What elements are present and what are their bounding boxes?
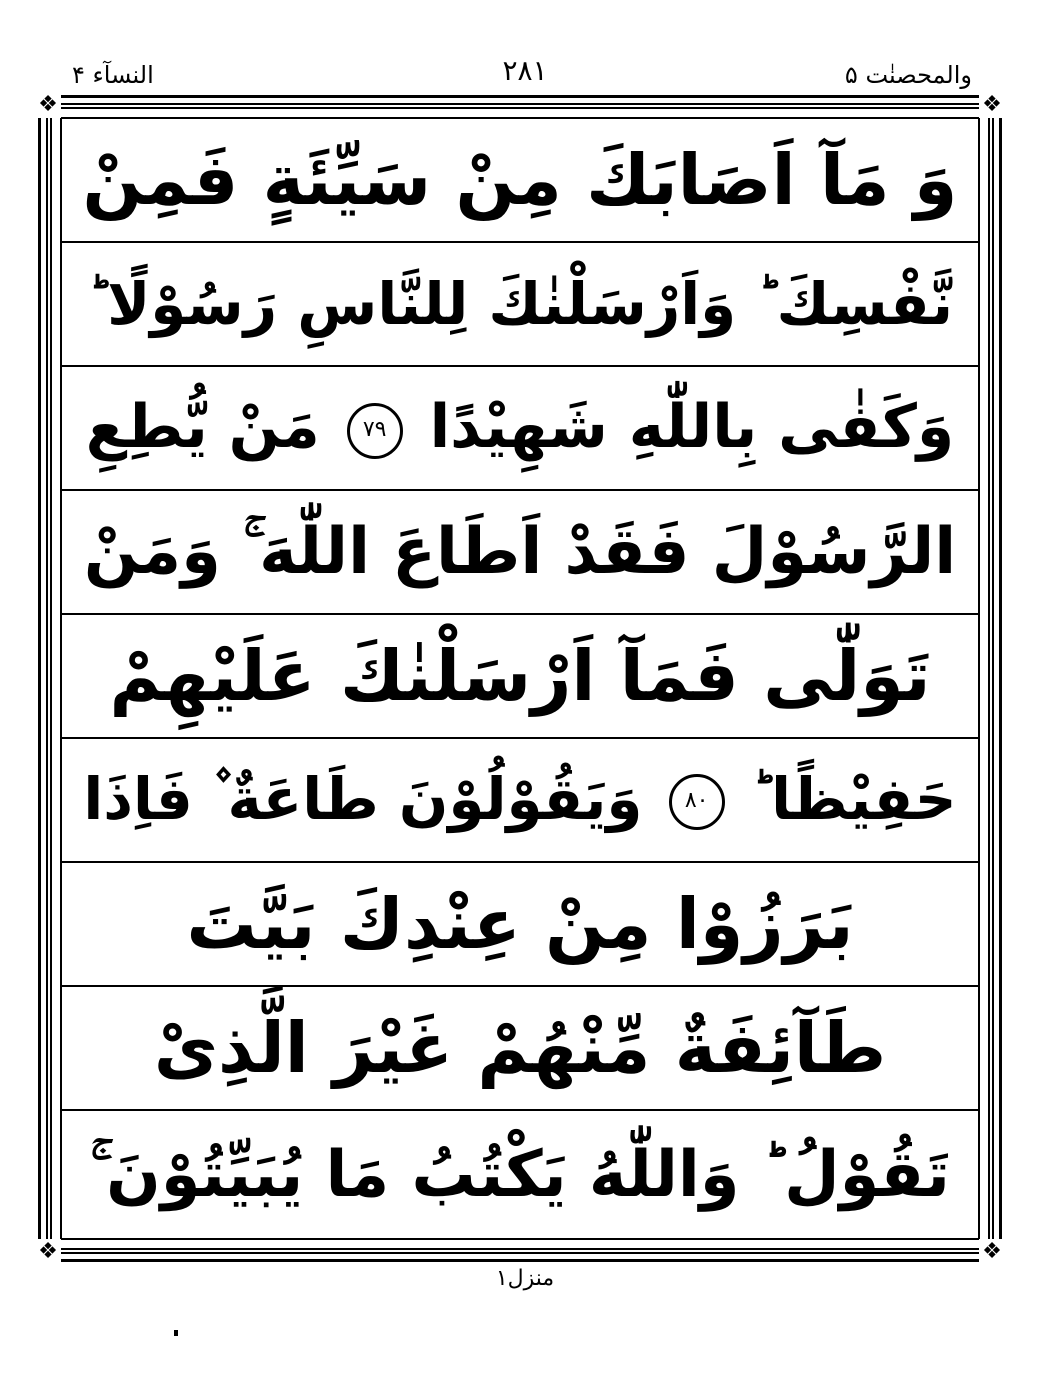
text-line [62, 119, 978, 243]
text-line [62, 739, 978, 863]
text-line [62, 367, 978, 491]
verse-text: تَوَلّٰى فَمَآ اَرْسَلْنٰكَ عَلَيْهِمْ [109, 635, 931, 717]
text-line [62, 863, 978, 987]
verse-text: الرَّسُوْلَ فَقَدْ اَطَاعَ اللّٰهَ ۚ وَمَنْ [83, 515, 957, 589]
juz-name: والمحصنٰت ۵ [844, 61, 972, 89]
verse-text-before: حَفِيْظًا ؕ [750, 764, 957, 833]
page-number: ۲۸۱ [502, 54, 548, 87]
verse-text: تَقُوْلُ ؕ وَاللّٰهُ يَكْتُبُ مَا يُبَيِّتُوْنَ ۚ [90, 1137, 950, 1212]
verse-text: بَرَزُوْا مِنْ عِنْدِكَ بَيَّتَ [186, 883, 854, 965]
verse-text-before: وَكَفٰى بِاللّٰهِ شَهِيْدًا [429, 392, 955, 463]
verse-text: طَآئِفَةٌ مِّنْهُمْ غَيْرَ الَّذِىْ [153, 1007, 887, 1089]
stray-mark [174, 1330, 178, 1336]
corner-ornament-icon: ❖ [979, 1239, 1005, 1265]
corner-ornament-icon: ❖ [979, 92, 1005, 118]
verse-text [85, 392, 955, 463]
verse-text: وَ مَآ اَصَابَكَ مِنْ سَيِّئَةٍ فَمِنْ [82, 139, 958, 221]
text-line [62, 243, 978, 367]
verse-text-after: مَنْ يُّطِعِ [85, 392, 320, 463]
ayah-number-marker: ۷۹ [347, 403, 403, 459]
corner-ornament-icon: ❖ [35, 92, 61, 118]
text-line [62, 615, 978, 739]
text-line [62, 491, 978, 615]
corner-ornament-icon: ❖ [35, 1239, 61, 1265]
verse-text-after: وَيَقُوْلُوْنَ طَاعَةٌ ۫ فَاِذَا [83, 764, 643, 833]
text-line [62, 987, 978, 1111]
ayah-number-marker: ۸۰ [669, 774, 725, 830]
text-line [62, 1111, 978, 1238]
manzil-label: منزل۱ [495, 1266, 555, 1291]
quran-text-block [62, 119, 978, 1238]
verse-text [83, 764, 957, 833]
surah-name: النسآء ۴ [72, 61, 154, 89]
verse-text: نَّفْسِكَ ؕ وَاَرْسَلْنٰكَ لِلنَّاسِ رَسُوْلًا ؕ [86, 270, 954, 338]
